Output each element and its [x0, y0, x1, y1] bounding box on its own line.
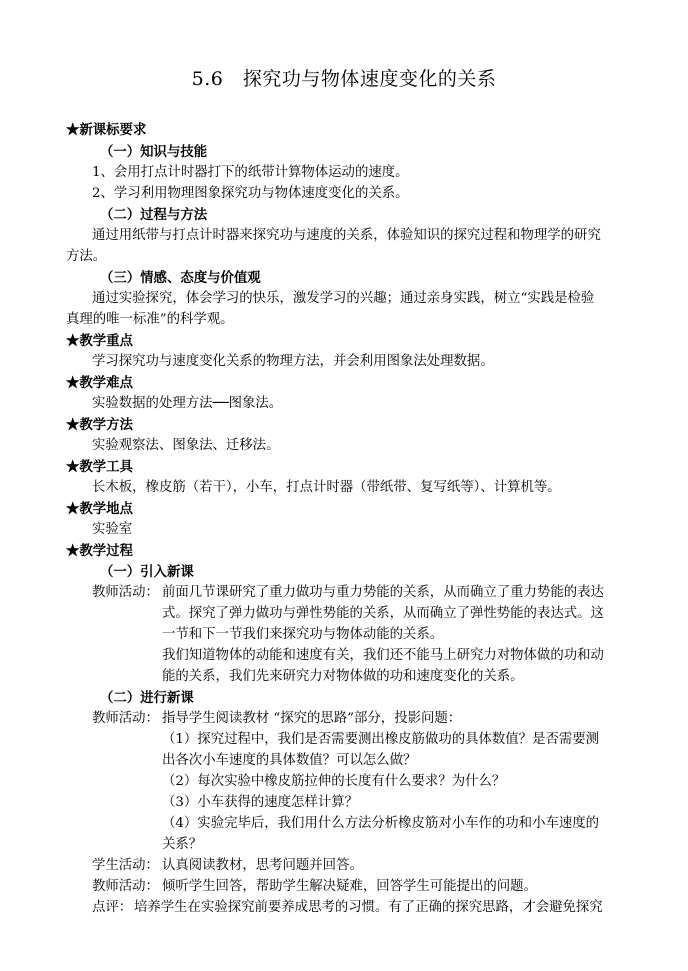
focus-heading: ★教学重点 — [66, 333, 133, 349]
question-2: （2）每次实验中橡皮筋拉伸的长度有什么要求？为什么？ — [162, 774, 506, 789]
intro-text-line-5: 能的关系，我们先来研究力对物体做的功和速度变化的关系。 — [162, 669, 524, 684]
process-heading: （二）过程与方法 — [100, 207, 208, 223]
question-4-line-1: （4）实验完毕后，我们用什么方法分析橡皮筋对小车作的功和小车速度的 — [162, 816, 600, 831]
curriculum-heading: ★新课标要求 — [66, 122, 147, 138]
tools-heading: ★教学工具 — [66, 459, 133, 475]
question-3: （3）小车获得的速度怎样计算？ — [162, 795, 358, 810]
method-heading: ★教学方法 — [66, 417, 133, 433]
comment-text: 培养学生在实验探究前要养成思考的习惯。有了正确的探究思路，才会避免探究 — [134, 900, 603, 915]
difficulty-heading: ★教学难点 — [66, 375, 133, 391]
tools-text: 长木板，橡皮筋（若干），小车，打点计时器（带纸带、复写纸等）、计算机等。 — [92, 480, 561, 495]
new-lesson-heading: （二）进行新课 — [100, 690, 194, 706]
intro-heading: （一）引入新课 — [100, 564, 194, 580]
focus-text: 学习探究功与速度变化关系的物理方法，并会利用图象法处理数据。 — [92, 354, 494, 369]
knowledge-item-2: 2、学习利用物理图象探究功与物体速度变化的关系。 — [92, 186, 409, 201]
comment-label: 点评： — [92, 900, 133, 915]
teacher-activity-2-text: 倾听学生回答，帮助学生解决疑难，回答学生可能提出的问题。 — [162, 879, 537, 894]
emotion-heading: （三）情感、态度与价值观 — [100, 270, 261, 286]
intro-text-line-3: 一节和下一节我们来探究功与物体动能的关系。 — [162, 627, 444, 642]
question-1-line-2: 出各次小车速度的具体数值？可以怎么做？ — [162, 753, 417, 768]
student-activity-text: 认真阅读教材，思考问题并回答。 — [162, 858, 363, 873]
emotion-text-line-2: 真理的唯一标准”的科学观。 — [66, 312, 234, 327]
process-text-line-1: 通过用纸带与打点计时器来探究功与速度的关系，体验知识的探究过程和物理学的研究 — [92, 228, 601, 243]
new-teacher-label: 教师活动： — [92, 711, 159, 726]
question-4-line-2: 关系？ — [162, 837, 203, 852]
page-title: 5.6 探究功与物体速度变化的关系 — [191, 68, 497, 90]
student-activity-label: 学生活动： — [92, 858, 159, 873]
emotion-text-line-1: 通过实验探究，体会学习的快乐，激发学习的兴趣；通过亲身实践，树立“实践是检验 — [92, 291, 595, 306]
teacher-activity-2-label: 教师活动： — [92, 879, 159, 894]
procedure-heading: ★教学过程 — [66, 543, 133, 559]
intro-text-line-4: 我们知道物体的动能和速度有关，我们还不能马上研究力对物体做的功和动 — [162, 648, 604, 663]
question-1-line-1: （1）探究过程中，我们是否需要测出橡皮筋做功的具体数值？是否需要测 — [162, 732, 600, 747]
process-text-line-2: 方法。 — [66, 249, 107, 264]
knowledge-item-1: 1、会用打点计时器打下的纸带计算物体运动的速度。 — [92, 165, 409, 180]
knowledge-heading: （一）知识与技能 — [100, 144, 208, 160]
intro-text-line-1: 前面几节课研究了重力做功与重力势能的关系，从而确立了重力势能的表达 — [162, 585, 604, 600]
place-text: 实验室 — [92, 522, 133, 537]
place-heading: ★教学地点 — [66, 501, 133, 517]
new-text-line-1: 指导学生阅读教材 “探究的思路”部分，投影问题： — [162, 711, 462, 726]
intro-teacher-label: 教师活动： — [92, 585, 159, 600]
difficulty-text: 实验数据的处理方法──图象法。 — [92, 396, 283, 411]
method-text: 实验观察法、图象法、迁移法。 — [92, 438, 280, 453]
intro-text-line-2: 式。探究了弹力做功与弹性势能的关系，从而确立了弹性势能的表达式。这 — [162, 606, 604, 621]
